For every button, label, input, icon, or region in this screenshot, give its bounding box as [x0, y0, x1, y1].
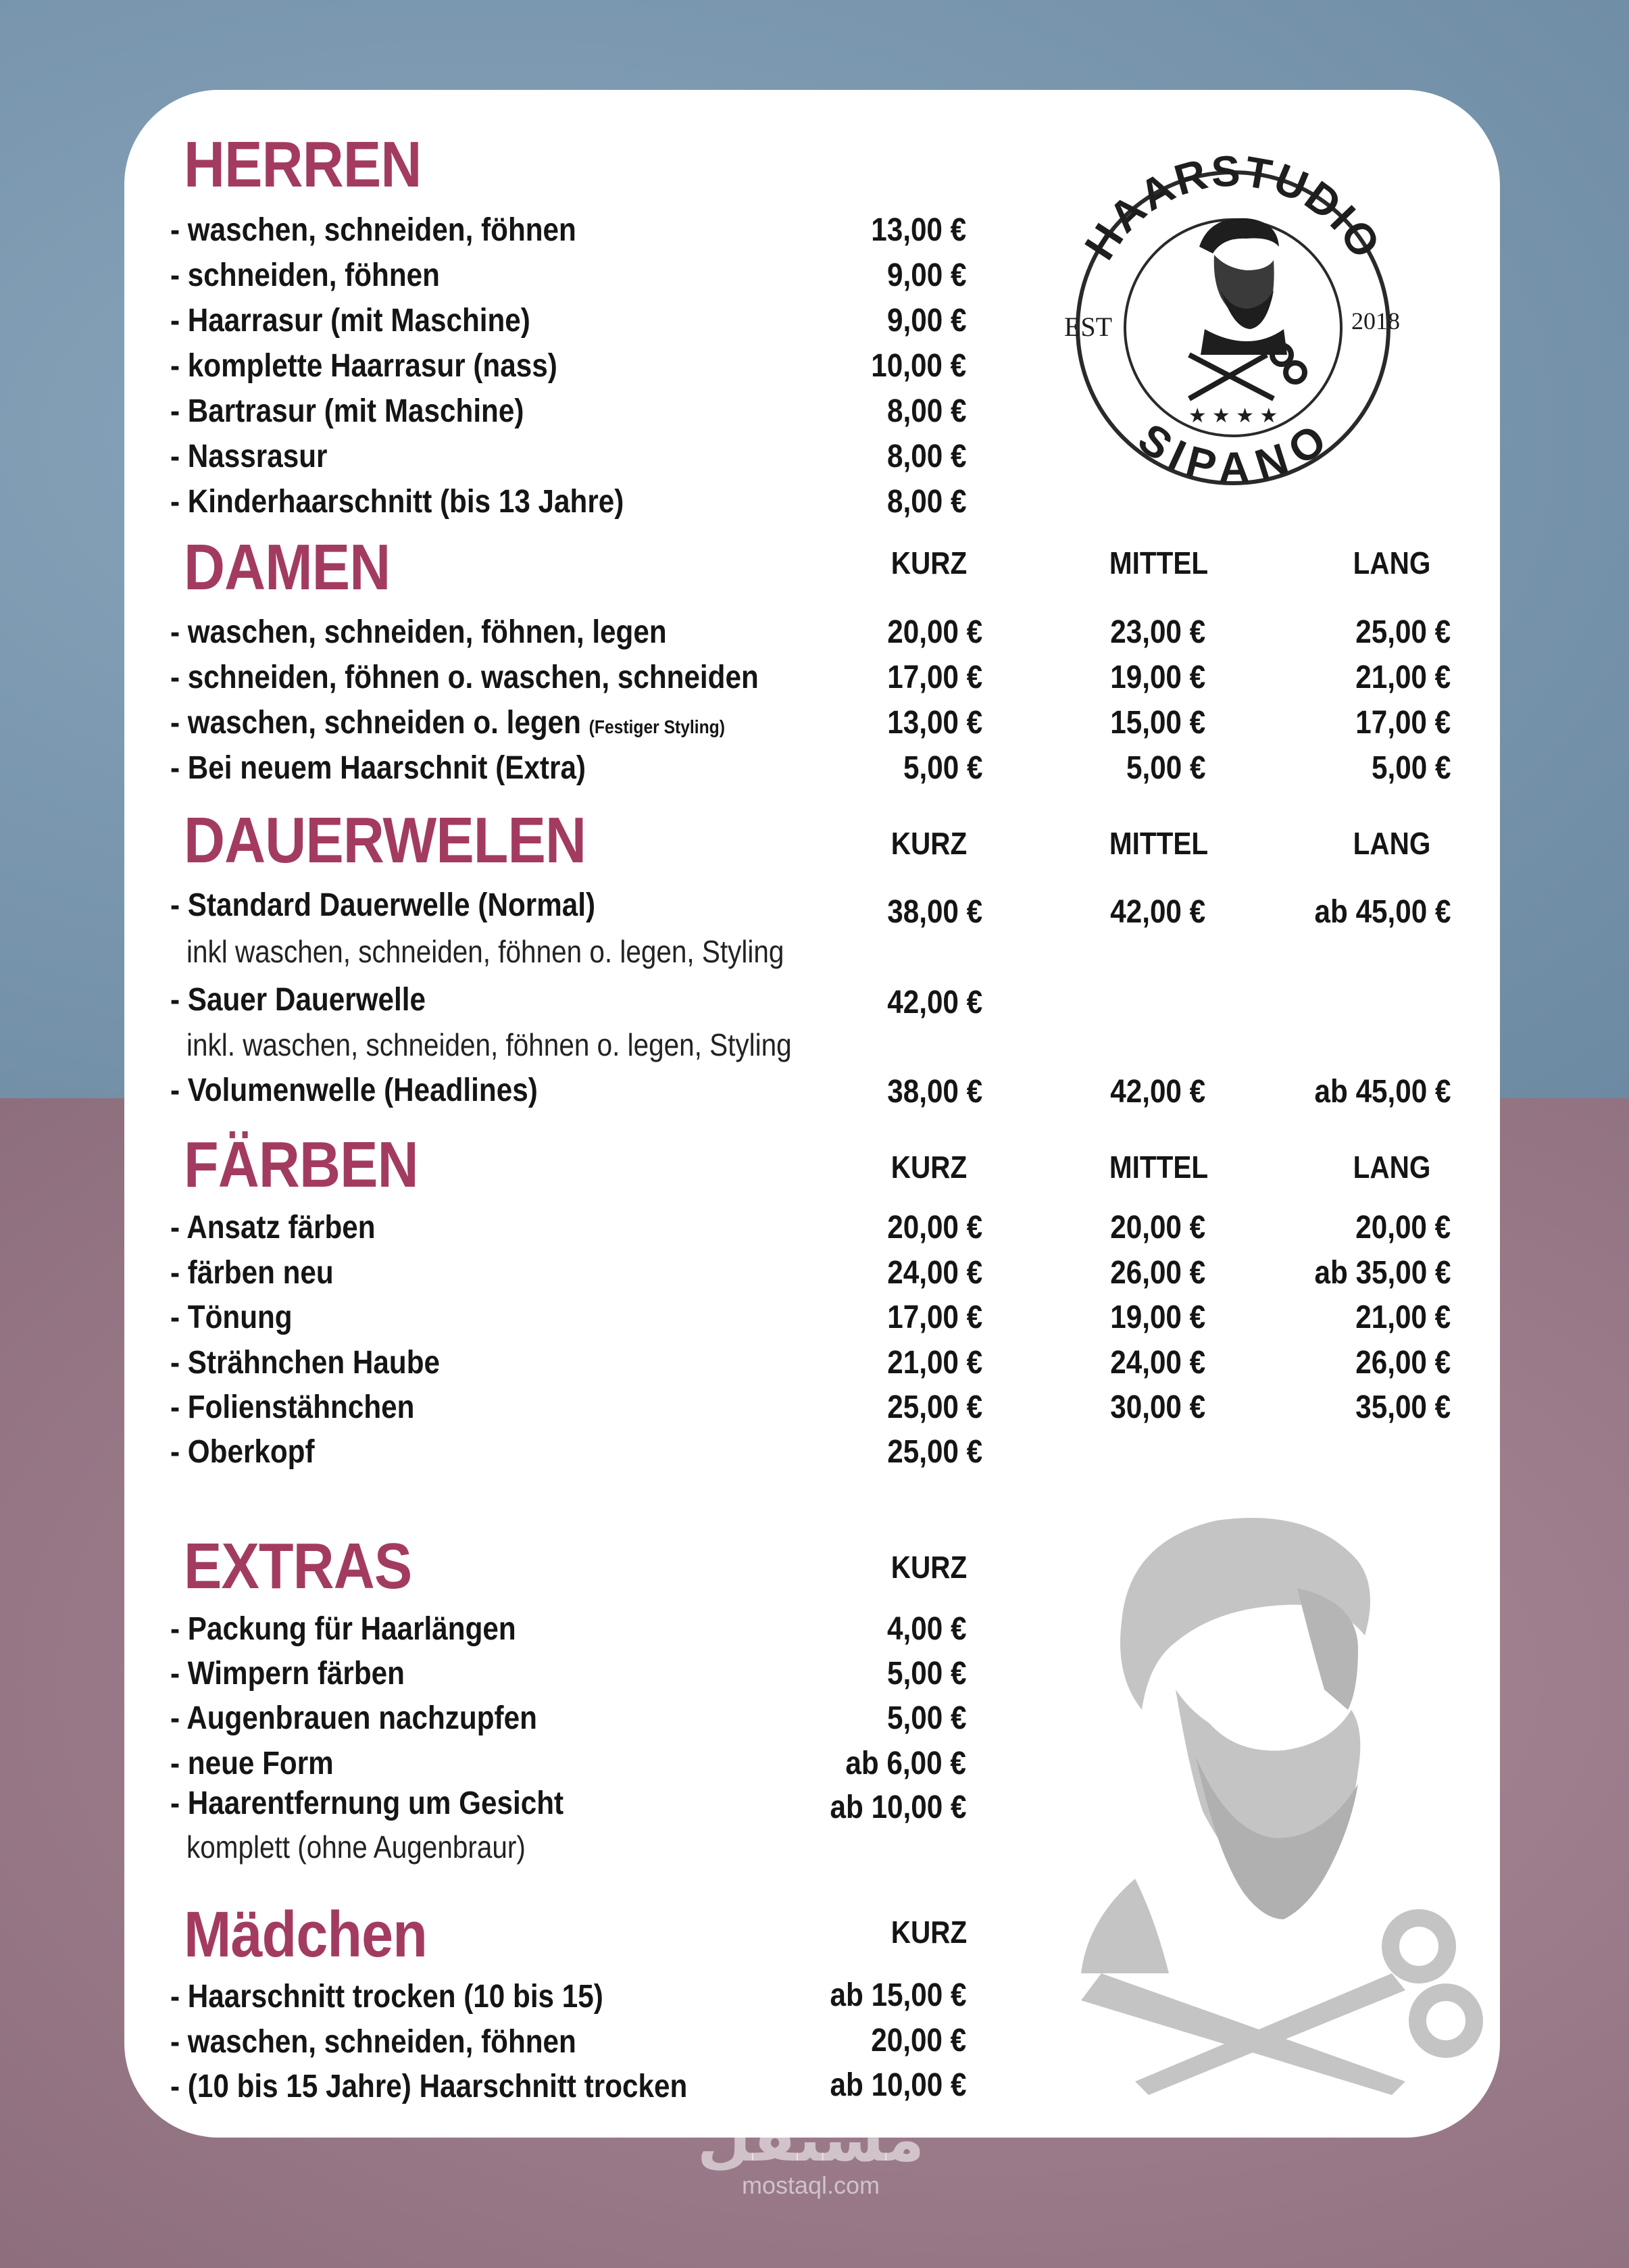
extras-item-price: ab 10,00 € [830, 1790, 966, 1825]
logo-name: HAARSTUDIO [1075, 152, 1391, 268]
herren-item-price: 8,00 € [886, 393, 966, 429]
damen-price-mittel: 19,00 € [1110, 660, 1205, 695]
damen-price-mittel: 15,00 € [1110, 705, 1205, 741]
faerben-price-kurz: 24,00 € [887, 1255, 982, 1291]
section-title-damen: DAMEN [184, 531, 391, 603]
damen-item-label: - Bei neuem Haarschnit (Extra) [170, 750, 586, 786]
faerben-item-label: - färben neu [170, 1255, 334, 1291]
barber-head-icon [1199, 218, 1287, 355]
herren-item-price: 13,00 € [871, 212, 966, 248]
dauerwelen-price-mittel: 42,00 € [1110, 1074, 1205, 1110]
faerben-price-kurz: 17,00 € [887, 1300, 982, 1335]
dauerwelen-item-label: - Sauer Dauerwelle [170, 982, 426, 1018]
dauerwelen-item-sub: inkl waschen, schneiden, föhnen o. legen, Styling [186, 934, 784, 969]
damen-price-lang: 21,00 € [1355, 660, 1451, 695]
dauerwelen-item-sub: inkl. waschen, schneiden, föhnen o. legen, Styling [186, 1027, 792, 1062]
logo-stars: ★ ★ ★ ★ [1188, 405, 1278, 427]
section-title-dauerwelen: DAUERWELEN [184, 804, 586, 877]
haarstudio-logo [1044, 152, 1422, 503]
dauerwelen-price-lang: ab 45,00 € [1314, 1074, 1451, 1110]
faerben-price-lang: 35,00 € [1355, 1389, 1451, 1425]
herren-item-price: 9,00 € [886, 257, 966, 293]
logo-name-2: SIPANO [1129, 414, 1336, 492]
watermark-latin: mostaql.com [741, 2171, 880, 2199]
col-header-mittel: MITTEL [1109, 545, 1209, 581]
faerben-price-lang: 20,00 € [1355, 1210, 1451, 1246]
col-header-kurz: KURZ [891, 545, 968, 581]
herren-item-label: - Kinderhaarschnitt (bis 13 Jahre) [170, 484, 624, 520]
damen-item-label: - waschen, schneiden, föhnen, legen [170, 614, 667, 650]
dauerwelen-price-kurz: 38,00 € [887, 894, 982, 930]
watermark-arabic: مستقل [697, 2103, 925, 2175]
herren-item-price: 8,00 € [886, 439, 966, 474]
dauerwelen-price-mittel: 42,00 € [1110, 894, 1205, 930]
faerben-price-mittel: 24,00 € [1110, 1345, 1205, 1381]
herren-item-label: - waschen, schneiden, föhnen [170, 212, 576, 248]
faerben-price-mittel: 26,00 € [1110, 1255, 1205, 1291]
herren-item-price: 10,00 € [871, 348, 966, 384]
col-header-kurz: KURZ [891, 1915, 968, 1950]
damen-price-lang: 25,00 € [1355, 614, 1451, 650]
col-header-kurz: KURZ [891, 826, 968, 861]
damen-price-kurz: 17,00 € [887, 660, 982, 695]
col-header-kurz: KURZ [891, 1550, 968, 1585]
extras-item-sub: komplett (ohne Augenbraur) [186, 1829, 526, 1865]
col-header-lang: LANG [1353, 1150, 1431, 1185]
faerben-price-lang: 26,00 € [1355, 1345, 1451, 1381]
extras-item-price: ab 6,00 € [845, 1746, 966, 1781]
extras-item-price: 5,00 € [886, 1656, 966, 1692]
damen-price-kurz: 5,00 € [903, 750, 982, 786]
logo-year: 2018 [1351, 307, 1400, 335]
svg-text:HAARSTUDIO [1075, 152, 1391, 268]
faerben-price-kurz: 20,00 € [887, 1210, 982, 1246]
logo-est: EST [1064, 312, 1113, 342]
faerben-item-label: - Oberkopf [170, 1434, 315, 1470]
section-title-extras: EXTRAS [184, 1530, 412, 1602]
faerben-price-kurz: 21,00 € [887, 1345, 982, 1381]
barber-silhouette-icon [1041, 1487, 1500, 2109]
faerben-item-label: - Tönung [170, 1300, 293, 1335]
maedchen-item-label: - Haarschnitt trocken (10 bis 15) [170, 1979, 603, 2015]
col-header-kurz: KURZ [891, 1150, 968, 1185]
damen-price-mittel: 5,00 € [1126, 750, 1205, 786]
section-title-faerben: FÄRBEN [184, 1129, 418, 1201]
col-header-lang: LANG [1353, 545, 1431, 581]
herren-item-label: - komplette Haarrasur (nass) [170, 348, 557, 384]
faerben-item-label: - Folienstähnchen [170, 1389, 415, 1425]
dauerwelen-price-lang: ab 45,00 € [1314, 894, 1451, 930]
watermark [676, 2103, 946, 2217]
damen-price-lang: 17,00 € [1355, 705, 1451, 741]
section-title-maedchen: Mädchen [184, 1898, 427, 1971]
faerben-item-label: - Ansatz färben [170, 1210, 376, 1246]
faerben-item-label: - Strähnchen Haube [170, 1345, 440, 1381]
herren-item-label: - Haarrasur (mit Maschine) [170, 303, 530, 339]
col-header-mittel: MITTEL [1109, 826, 1209, 861]
extras-item-label: - Haarentfernung um Gesicht [170, 1785, 564, 1821]
extras-item-label: - neue Form [170, 1746, 334, 1781]
section-title-herren: HERREN [184, 128, 422, 201]
col-header-lang: LANG [1353, 826, 1431, 861]
herren-item-label: - schneiden, föhnen [170, 257, 440, 293]
col-header-mittel: MITTEL [1109, 1150, 1209, 1185]
dauerwelen-item-label: - Volumenwelle (Headlines) [170, 1073, 538, 1108]
damen-item-label: - waschen, schneiden o. legen (Festiger Styling) [170, 705, 725, 741]
damen-item-label: - schneiden, föhnen o. waschen, schneiden [170, 660, 759, 695]
damen-price-mittel: 23,00 € [1110, 614, 1205, 650]
extras-item-price: 5,00 € [886, 1700, 966, 1736]
extras-item-label: - Augenbrauen nachzupfen [170, 1700, 537, 1736]
maedchen-item-price: 20,00 € [871, 2023, 966, 2059]
damen-price-kurz: 20,00 € [887, 614, 982, 650]
extras-item-label: - Packung für Haarlängen [170, 1611, 516, 1647]
herren-item-label: - Nassrasur [170, 439, 328, 474]
faerben-price-mittel: 20,00 € [1110, 1210, 1205, 1246]
damen-price-kurz: 13,00 € [887, 705, 982, 741]
damen-item-note: (Festiger Styling) [588, 716, 725, 737]
herren-item-price: 8,00 € [886, 484, 966, 520]
dauerwelen-price-kurz: 42,00 € [887, 985, 982, 1020]
damen-price-lang: 5,00 € [1371, 750, 1451, 786]
faerben-price-kurz: 25,00 € [887, 1434, 982, 1470]
herren-item-price: 9,00 € [886, 303, 966, 339]
maedchen-item-label: - (10 bis 15 Jahre) Haarschnitt trocken [170, 2069, 688, 2104]
dauerwelen-item-label: - Standard Dauerwelle (Normal) [170, 887, 596, 923]
extras-item-label: - Wimpern färben [170, 1656, 405, 1692]
maedchen-item-price: ab 15,00 € [830, 1977, 966, 2013]
extras-item-price: 4,00 € [886, 1611, 966, 1647]
faerben-price-mittel: 19,00 € [1110, 1300, 1205, 1335]
faerben-price-mittel: 30,00 € [1110, 1389, 1205, 1425]
faerben-price-kurz: 25,00 € [887, 1389, 982, 1425]
faerben-price-lang: ab 35,00 € [1314, 1255, 1451, 1291]
maedchen-item-label: - waschen, schneiden, föhnen [170, 2024, 576, 2060]
herren-item-label: - Bartrasur (mit Maschine) [170, 393, 524, 429]
dauerwelen-price-kurz: 38,00 € [887, 1074, 982, 1110]
faerben-price-lang: 21,00 € [1355, 1300, 1451, 1335]
maedchen-item-price: ab 10,00 € [830, 2067, 966, 2103]
